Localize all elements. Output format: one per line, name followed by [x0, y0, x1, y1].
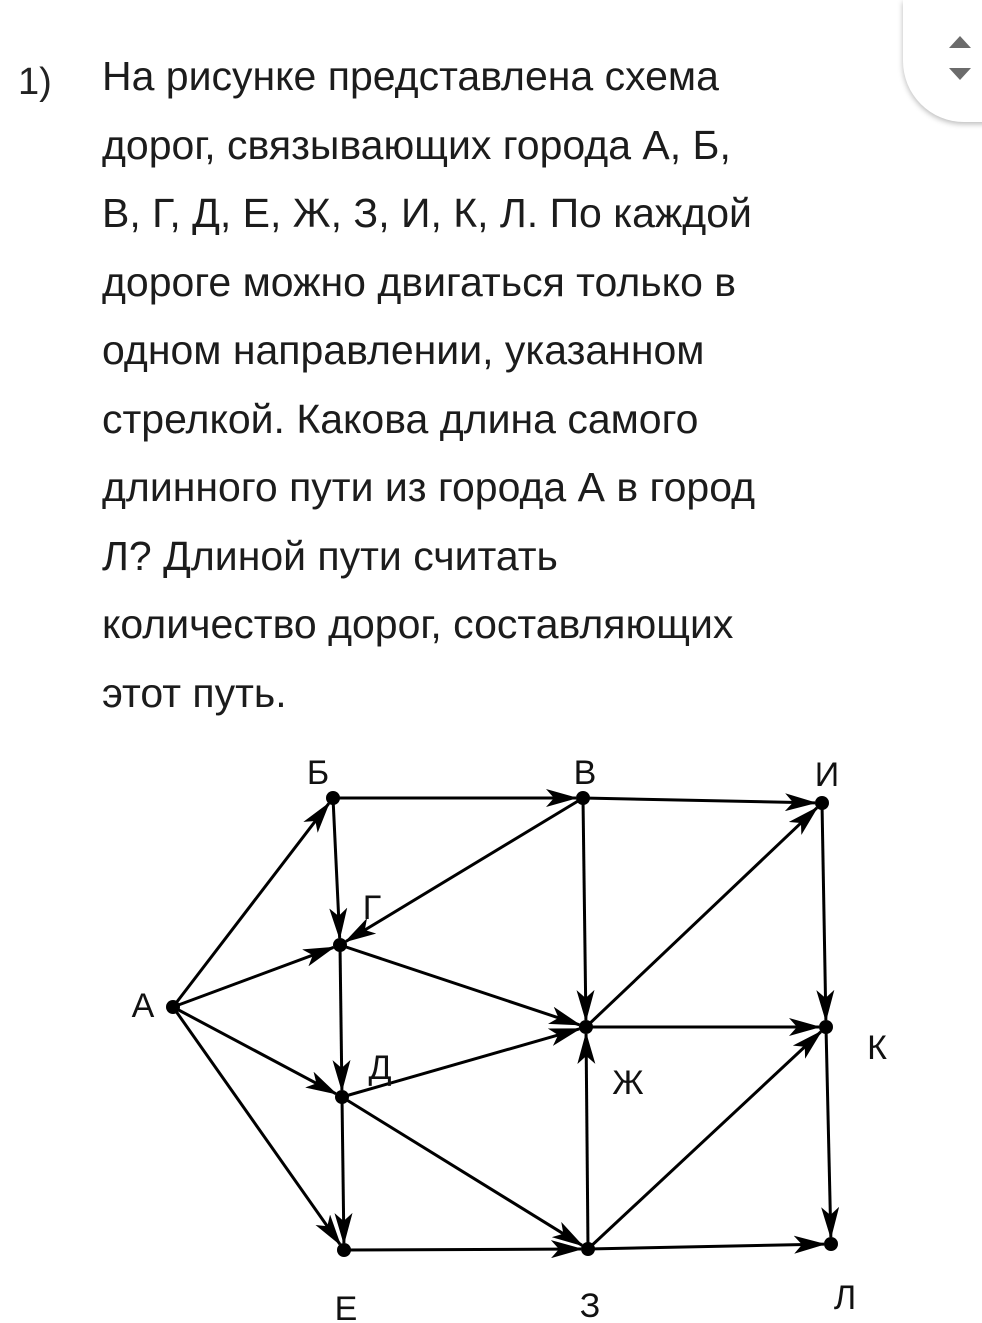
- road-edge-A-E: [173, 1007, 340, 1244]
- road-edge-Z-L: [588, 1244, 824, 1249]
- road-edge-A-D: [173, 1007, 336, 1094]
- task-text-line: одном направлении, указанном: [102, 327, 705, 373]
- city-node-B: [326, 791, 340, 805]
- task-text-line: дороге можно двигаться только в: [102, 258, 737, 305]
- road-edge-D-E: [342, 1097, 344, 1243]
- road-edge-K-L: [826, 1027, 831, 1237]
- city-node-V: [576, 791, 590, 805]
- city-node-Z: [581, 1242, 595, 1256]
- road-graph-diagram: [0, 730, 982, 1323]
- road-edge-E-Z: [344, 1249, 581, 1250]
- task-number: 1): [18, 61, 52, 103]
- task-text-line: этот путь.: [102, 669, 287, 716]
- road-edge-Zh-I: [586, 808, 817, 1027]
- labels-layer: [132, 754, 887, 1323]
- task-text-line: дорог, связывающих города А, Б,: [102, 121, 731, 168]
- road-edge-V-G: [346, 798, 583, 941]
- city-node-G: [333, 938, 347, 952]
- nodes-layer: [166, 791, 838, 1257]
- city-label-K: К: [867, 1028, 887, 1067]
- task-text-line: На рисунке представлена схема: [102, 53, 719, 99]
- road-edge-V-Zh: [583, 798, 586, 1020]
- road-edge-G-D: [340, 945, 342, 1090]
- road-edge-Z-Zh: [586, 1034, 588, 1249]
- city-label-V: В: [573, 753, 597, 792]
- triangle-down-icon: [949, 68, 971, 80]
- city-label-A: А: [131, 986, 155, 1025]
- city-label-I: И: [814, 755, 840, 794]
- city-label-E: Е: [334, 1289, 358, 1323]
- road-edge-A-B: [173, 804, 329, 1007]
- city-node-E: [337, 1243, 351, 1257]
- city-node-Zh: [579, 1020, 593, 1034]
- road-edge-V-I: [583, 798, 815, 803]
- city-label-Z: З: [579, 1286, 601, 1323]
- task-text-line: стрелкой. Какова длина самого: [102, 395, 699, 442]
- city-node-L: [824, 1237, 838, 1251]
- task-text: [102, 42, 922, 727]
- road-edge-G-Zh: [340, 945, 579, 1025]
- road-edge-I-K: [822, 803, 826, 1020]
- road-edge-D-Z: [342, 1097, 582, 1245]
- city-node-A: [166, 1000, 180, 1014]
- city-node-K: [819, 1020, 833, 1034]
- city-label-G: Г: [362, 888, 382, 927]
- road-edge-B-G: [333, 798, 340, 938]
- city-label-L: Л: [833, 1278, 857, 1317]
- edges-layer: [173, 798, 831, 1250]
- task-text-line: Л? Длиной пути считать: [102, 532, 558, 579]
- city-node-D: [335, 1090, 349, 1104]
- city-label-D: Д: [368, 1048, 392, 1087]
- task-text-line: длинного пути из города А в город: [102, 464, 756, 510]
- task-text-line: В, Г, Д, Е, Ж, З, И, К, Л. По каждой: [102, 190, 752, 236]
- city-label-Zh: Ж: [612, 1063, 644, 1102]
- triangle-up-icon: [949, 36, 971, 48]
- city-node-I: [815, 796, 829, 810]
- city-label-B: Б: [306, 753, 330, 792]
- task-text-line: количество дорог, составляющих: [102, 601, 734, 647]
